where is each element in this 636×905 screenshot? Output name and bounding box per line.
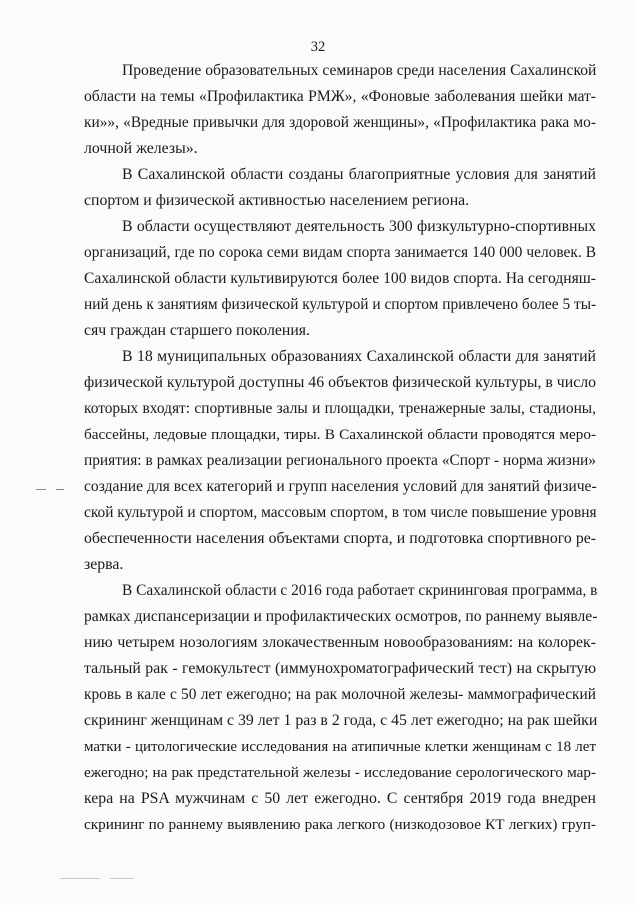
text-line: ний день к занятиям физической культурой и спортом привлечено более 5 ты-	[84, 296, 597, 313]
text-line: тальный рак - гемокультест (иммунохроматографический тест) на скрытую	[84, 660, 596, 677]
text-line: рамках диспансеризации и профилактических осмотров, по раннему выявле-	[84, 608, 598, 625]
text-line: обеспеченности населения объектами спорта, и подготовка спортивного ре-	[84, 530, 596, 547]
text-line: области на темы «Профилактика РМЖ», «Фоновые заболевания шейки мат-	[84, 88, 596, 105]
text-line: ежегодно; на рак предстательной железы - исследование серологического мар-	[84, 764, 596, 781]
text-line: матки - цитологические исследования на атипичные клетки женщинам с 18 лет	[84, 739, 596, 755]
text-line: которых входят: спортивные залы и площадки, тренажерные залы, стадионы,	[84, 400, 596, 417]
text-line: В области осуществляют деятельность 300 физкультурно-спортивных	[122, 218, 596, 235]
scan-mark	[110, 878, 134, 879]
text-line: создание для всех категорий и групп населения условий для занятий физиче-	[84, 478, 597, 495]
text-line: нию четырем нозологиям злокачественным новообразованиям: на колорек-	[84, 634, 596, 651]
text-line: Сахалинской области культивируются более 100 видов спорта. На сегодняш-	[84, 270, 596, 287]
text-line: кровь в кале с 50 лет ежегодно; на рак молочной железы- маммографический	[84, 686, 596, 703]
text-line: сяч граждан старшего поколения.	[84, 322, 310, 339]
text-line: зерва.	[84, 556, 124, 573]
scan-mark	[60, 878, 100, 879]
text-line: кера на PSA мужчинам с 50 лет ежегодно. С сентября 2019 года внедрен	[84, 790, 596, 807]
scan-mark	[36, 489, 46, 490]
text-line: Проведение образовательных семинаров среди населения Сахалинской	[122, 62, 597, 79]
text-line: скрининг женщинам с 39 лет 1 раз в 2 года, с 45 лет ежегодно; на рак шейки	[84, 712, 598, 729]
text-line: В Сахалинской области с 2016 года работает скрининговая программа, в	[122, 582, 598, 599]
scan-mark	[56, 489, 64, 490]
text-line: В 18 муниципальных образованиях Сахалинской области для занятий	[122, 348, 596, 365]
text-line: приятия: в рамках реализации регионального проекта «Спорт - норма жизни»	[84, 452, 596, 469]
text-line: бассейны, ледовые площадки, тиры. В Сахалинской области проводятся меро-	[84, 426, 596, 443]
text-line: спортом и физической активностью населением региона.	[84, 192, 470, 209]
text-line: организаций, где по сорока семи видам спорта занимается 140 000 человек. В	[84, 244, 596, 261]
text-line: ской культурой и спортом, массовым спортом, в том числе повышение уровня	[84, 504, 597, 521]
text-line: физической культурой доступны 46 объектов физической культуры, в число	[84, 374, 596, 391]
text-line: ки»», «Вредные привычки для здоровой женщины», «Профилактика рака мо-	[84, 114, 596, 131]
text-line: В Сахалинской области созданы благоприятные условия для занятий	[122, 166, 596, 183]
text-line: скрининг по раннему выявлению рака легкого (низкодозовое КТ легких) груп-	[84, 816, 596, 833]
text-line: лочной железы».	[84, 140, 198, 157]
page-number: 32	[310, 39, 326, 55]
